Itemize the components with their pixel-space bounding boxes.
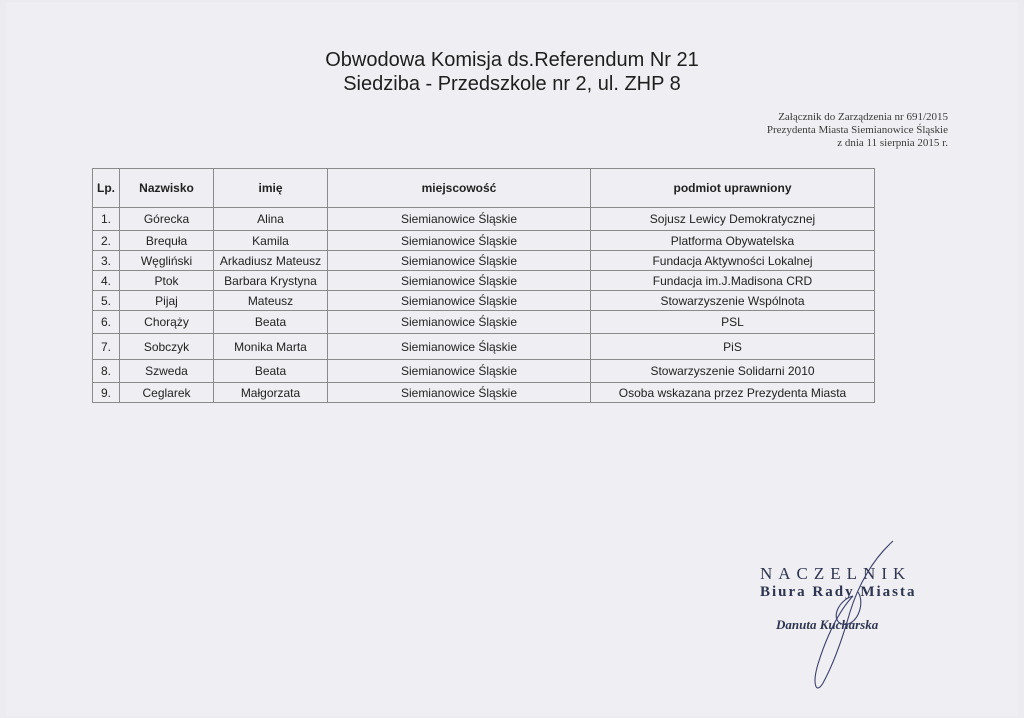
table-row <box>93 311 875 334</box>
cell-first-name: Mateusz <box>214 291 328 311</box>
cell-lp: 7. <box>93 334 120 360</box>
cell-surname: Węgliński <box>120 251 214 271</box>
cell-lp: 5. <box>93 291 120 311</box>
cell-lp: 1. <box>93 208 120 231</box>
table-row <box>93 208 875 231</box>
cell-entity: Stowarzyszenie Solidarni 2010 <box>591 360 875 383</box>
table-row <box>93 271 875 291</box>
cell-surname: Ceglarek <box>120 383 214 403</box>
cell-locality: Siemianowice Śląskie <box>328 271 591 291</box>
header-locality: miejscowość <box>328 169 591 208</box>
cell-entity: PSL <box>591 311 875 334</box>
cell-first-name: Monika Marta <box>214 334 328 360</box>
cell-lp: 3. <box>93 251 120 271</box>
cell-entity: Platforma Obywatelska <box>591 231 875 251</box>
table-row <box>93 360 875 383</box>
stamp-name: Danuta Kucharska <box>776 617 879 632</box>
annex-line-3: z dnia 11 sierpnia 2015 r. <box>837 137 948 149</box>
cell-first-name: Barbara Krystyna <box>214 271 328 291</box>
cell-surname: Chorąży <box>120 311 214 334</box>
cell-entity: Fundacja im.J.Madisona CRD <box>591 271 875 291</box>
cell-lp: 6. <box>93 311 120 334</box>
cell-lp: 2. <box>93 231 120 251</box>
annex-line-1: Załącznik do Zarządzenia nr 691/2015 <box>778 111 948 123</box>
stamp-office: Biura Rady Miasta <box>760 584 917 600</box>
cell-locality: Siemianowice Śląskie <box>328 291 591 311</box>
stamp-title: NACZELNIK <box>760 564 912 583</box>
cell-locality: Siemianowice Śląskie <box>328 251 591 271</box>
annex-note <box>767 111 948 150</box>
cell-locality: Siemianowice Śląskie <box>328 360 591 383</box>
table-row <box>93 383 875 403</box>
table-header-row <box>93 169 875 208</box>
header-lp: Lp. <box>93 169 120 208</box>
cell-entity: Sojusz Lewicy Demokratycznej <box>591 208 875 231</box>
cell-surname: Szweda <box>120 360 214 383</box>
cell-surname: Górecka <box>120 208 214 231</box>
committee-title: Obwodowa Komisja ds.Referendum Nr 21 <box>325 49 699 71</box>
annex-line-2: Prezydenta Miasta Siemianowice Śląskie <box>766 124 948 136</box>
cell-entity: PiS <box>591 334 875 360</box>
members-table <box>92 168 875 403</box>
table-row <box>93 291 875 311</box>
cell-first-name: Beata <box>214 311 328 334</box>
header-surname: Nazwisko <box>120 169 214 208</box>
cell-first-name: Beata <box>214 360 328 383</box>
cell-surname: Ptok <box>120 271 214 291</box>
cell-locality: Siemianowice Śląskie <box>328 208 591 231</box>
committee-address: Siedziba - Przedszkole nr 2, ul. ZHP 8 <box>343 73 681 95</box>
cell-locality: Siemianowice Śląskie <box>328 334 591 360</box>
cell-entity: Stowarzyszenie Wspólnota <box>591 291 875 311</box>
cell-first-name: Kamila <box>214 231 328 251</box>
cell-surname: Sobczyk <box>120 334 214 360</box>
cell-first-name: Małgorzata <box>214 383 328 403</box>
cell-first-name: Alina <box>214 208 328 231</box>
cell-surname: Brequła <box>120 231 214 251</box>
cell-entity: Fundacja Aktywności Lokalnej <box>591 251 875 271</box>
cell-locality: Siemianowice Śląskie <box>328 231 591 251</box>
official-stamp <box>760 565 960 633</box>
header-nominating-entity: podmiot uprawniony <box>591 169 875 208</box>
cell-first-name: Arkadiusz Mateusz <box>214 251 328 271</box>
table-row <box>93 251 875 271</box>
cell-lp: 9. <box>93 383 120 403</box>
table-row <box>93 334 875 360</box>
header-first-name: imię <box>214 169 328 208</box>
cell-entity: Osoba wskazana przez Prezydenta Miasta <box>591 383 875 403</box>
cell-lp: 8. <box>93 360 120 383</box>
cell-surname: Pijaj <box>120 291 214 311</box>
cell-locality: Siemianowice Śląskie <box>328 311 591 334</box>
cell-lp: 4. <box>93 271 120 291</box>
cell-locality: Siemianowice Śląskie <box>328 383 591 403</box>
table-row <box>93 231 875 251</box>
